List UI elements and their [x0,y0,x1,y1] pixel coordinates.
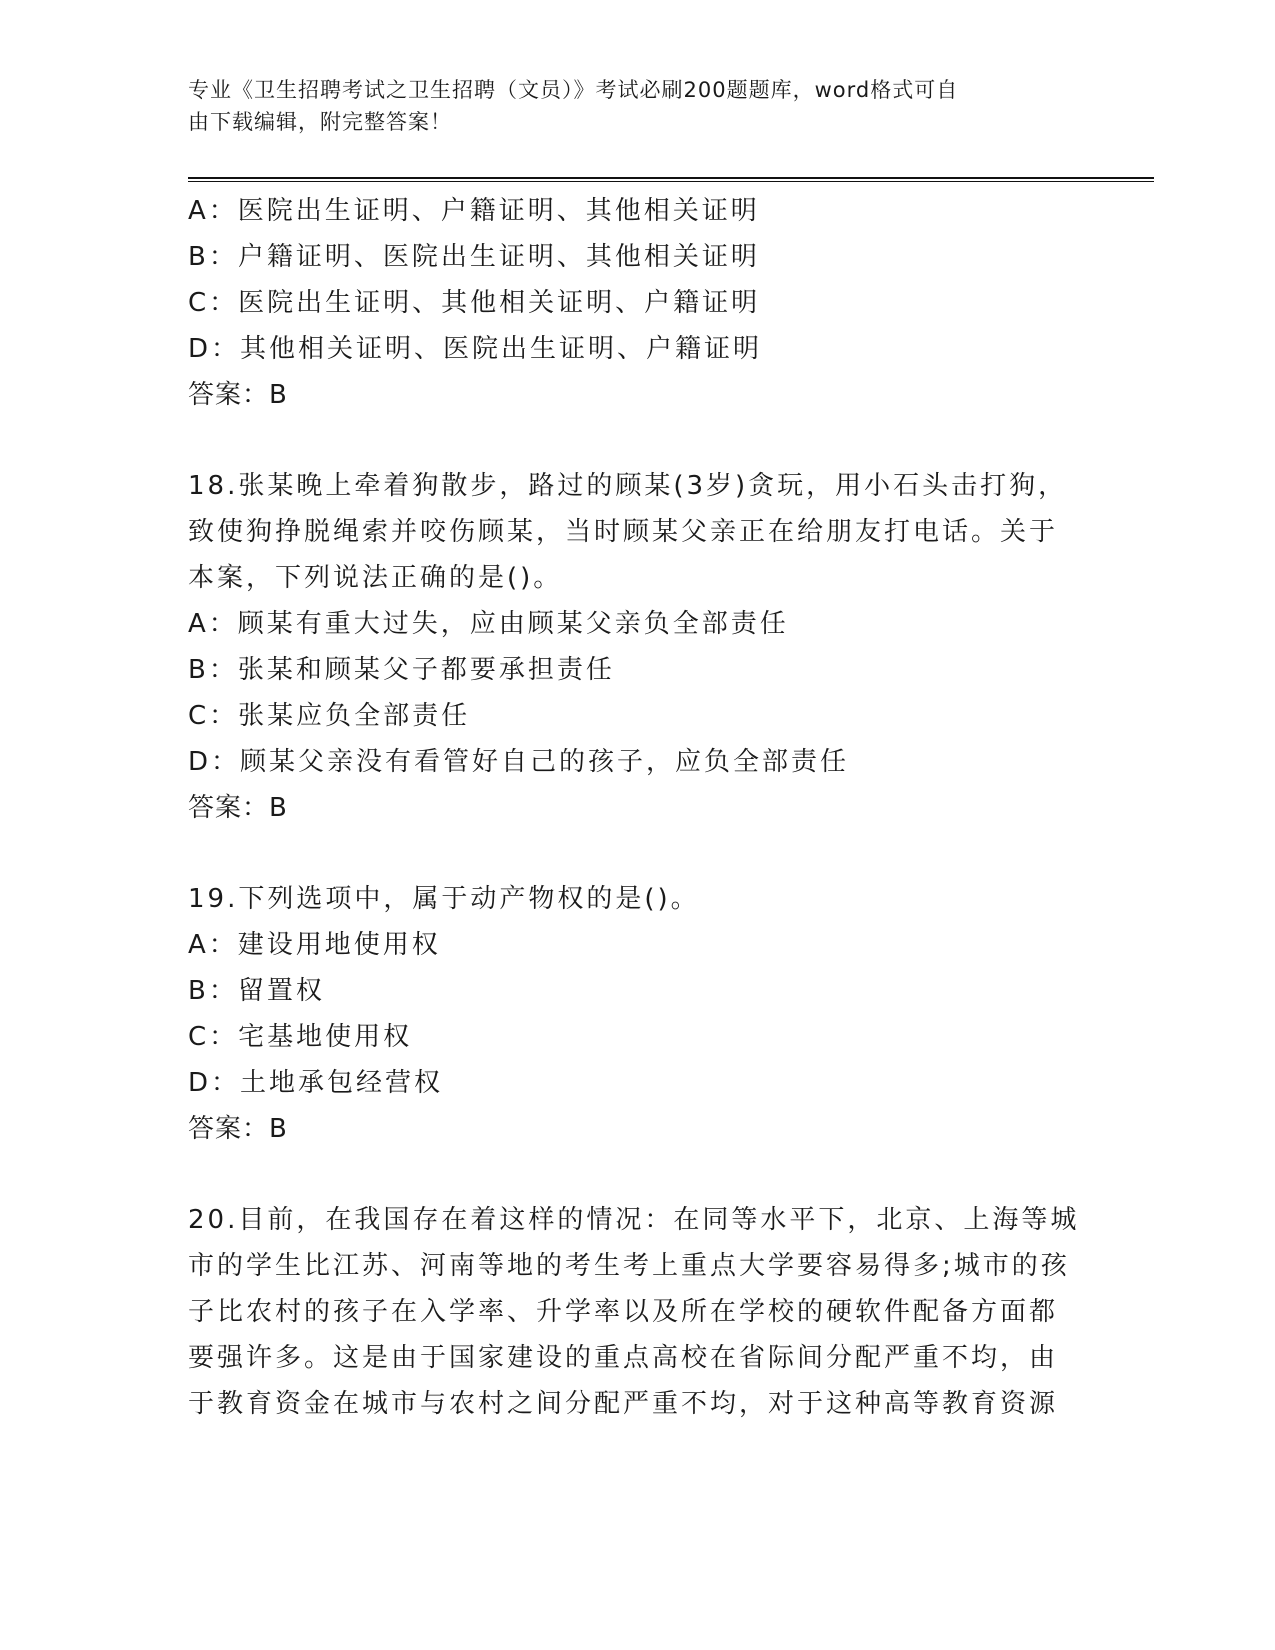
option-b: B：户籍证明、医院出生证明、其他相关证明 [188,242,760,272]
option-a: A：建设用地使用权 [188,930,441,960]
document-header [188,74,1068,138]
option-b: B：留置权 [188,976,325,1006]
stem-line: 19.下列选项中，属于动产物权的是()。 [188,884,700,914]
option-c: C：医院出生证明、其他相关证明、户籍证明 [188,288,761,318]
question-content [188,188,1088,1427]
option-d: D：其他相关证明、医院出生证明、户籍证明 [188,334,763,364]
stem-line: 市的学生比江苏、河南等地的考生考上重点大学要容易得多;城市的孩 [188,1251,1070,1281]
option-c: C：宅基地使用权 [188,1022,413,1052]
stem-line: 子比农村的孩子在入学率、升学率以及所在学校的硬软件配备方面都 [188,1297,1059,1327]
answer-text: 答案：B [188,793,288,823]
answer-text: 答案：B [188,380,288,410]
header-line-1: 专业《卫生招聘考试之卫生招聘（文员）》考试必刷200题题库，word格式可自 [188,78,959,102]
answer-text: 答案：B [188,1114,288,1144]
option-b: B：张某和顾某父子都要承担责任 [188,655,615,685]
question-19 [188,876,1088,1152]
option-a: A：医院出生证明、户籍证明、其他相关证明 [188,196,760,226]
question-stem [188,1197,1088,1427]
header-divider [188,177,1154,183]
option-c: C：张某应负全部责任 [188,701,471,731]
question-stem [188,876,1088,922]
stem-line: 本案，下列说法正确的是()。 [188,563,563,593]
option-a: A：顾某有重大过失，应由顾某父亲负全部责任 [188,609,789,639]
option-d: D：土地承包经营权 [188,1068,444,1098]
question-17 [188,188,1088,418]
question-18 [188,463,1088,831]
stem-line: 于教育资金在城市与农村之间分配严重不均，对于这种高等教育资源 [188,1389,1059,1419]
header-line-2: 由下载编辑，附完整答案！ [188,110,452,134]
stem-line: 20.目前，在我国存在着这样的情况：在同等水平下，北京、上海等城 [188,1205,1080,1235]
question-stem [188,463,1088,601]
question-20 [188,1197,1088,1427]
stem-line: 要强许多。这是由于国家建设的重点高校在省际间分配严重不均，由 [188,1343,1059,1373]
option-d: D：顾某父亲没有看管好自己的孩子，应负全部责任 [188,747,850,777]
stem-line: 致使狗挣脱绳索并咬伤顾某，当时顾某父亲正在给朋友打电话。关于 [188,517,1059,547]
stem-line: 18.张某晚上牵着狗散步，路过的顾某(3岁)贪玩，用小石头击打狗， [188,471,1068,501]
